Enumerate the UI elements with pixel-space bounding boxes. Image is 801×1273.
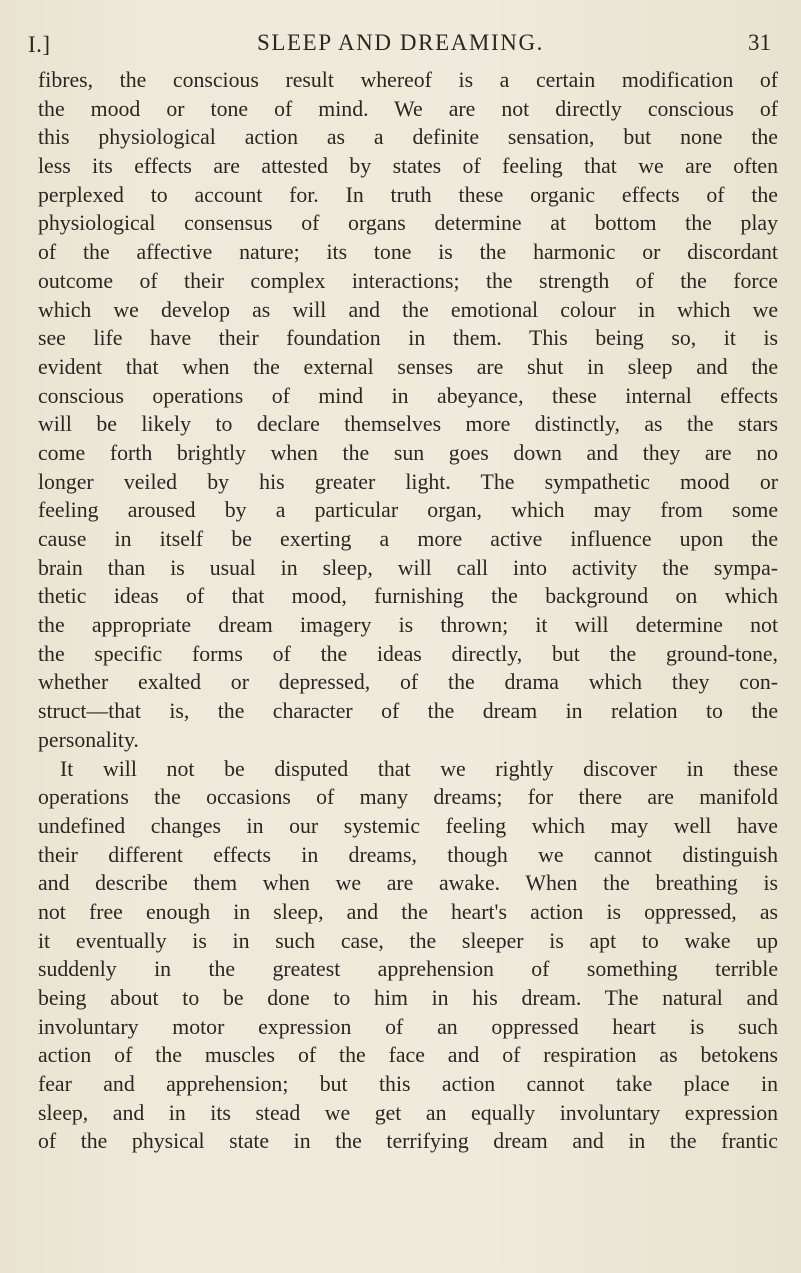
text-line: suddenly in the greatest apprehension of something terrible bbox=[38, 957, 778, 982]
text-line: longer veiled by his greater light. The sympathetic mood or bbox=[38, 469, 778, 494]
text-line: the appropriate dream imagery is thrown; it will determine not bbox=[38, 613, 778, 638]
text-line: the specific forms of the ideas directly, but the ground-tone, bbox=[38, 641, 778, 666]
text-line: being about to be done to him in his dream. The natural and bbox=[38, 986, 778, 1010]
text-line: fibres, the conscious result whereof is a certain modification of bbox=[38, 68, 778, 92]
text-line: struct—that is, the character of the dream in relation to the bbox=[38, 699, 778, 724]
text-line: sleep, and in its stead we get an equally involuntary expression bbox=[38, 1100, 778, 1125]
text-line: see life have their foundation in them. This being so, it is bbox=[38, 326, 778, 351]
text-line: which we develop as will and the emotional colour in which we bbox=[38, 297, 778, 322]
text-line: evident that when the external senses are shut in sleep and the bbox=[38, 354, 778, 379]
text-line: operations the occasions of many dreams; for there are manifold bbox=[38, 785, 778, 810]
text-line: of the physical state in the terrifying dream and in the frantic bbox=[38, 1129, 778, 1154]
text-line: their different effects in dreams, though we cannot distinguish bbox=[38, 842, 778, 867]
text-line: involuntary motor expression of an oppressed heart is such bbox=[38, 1014, 778, 1039]
text-line: action of the muscles of the face and of respiration as betokens bbox=[38, 1043, 778, 1068]
chapter-number: I.] bbox=[28, 32, 51, 57]
text-line: the mood or tone of mind. We are not directly conscious of bbox=[38, 96, 778, 121]
body-text bbox=[38, 66, 778, 1156]
running-head bbox=[0, 24, 801, 62]
text-line: thetic ideas of that mood, furnishing the background on which bbox=[38, 584, 778, 609]
text-line: it eventually is in such case, the sleeper is apt to wake up bbox=[38, 928, 778, 953]
text-line: this physiological action as a definite sensation, but none the bbox=[38, 125, 778, 150]
text-line: brain than is usual in sleep, will call into activity the sympa- bbox=[38, 555, 778, 580]
text-line: come forth brightly when the sun goes down and they are no bbox=[38, 440, 778, 465]
running-title: SLEEP AND DREAMING. bbox=[256, 30, 545, 55]
text-line: will be likely to declare themselves more distinctly, as the stars bbox=[38, 412, 778, 437]
text-line: physiological consensus of organs determine at bottom the play bbox=[38, 211, 778, 236]
paragraph-start-line: It will not be disputed that we rightly discover in these bbox=[60, 756, 778, 781]
text-line: whether exalted or depressed, of the drama which they con- bbox=[38, 670, 778, 695]
text-line: perplexed to account for. In truth these organic effects of the bbox=[38, 182, 778, 207]
page-number: 31 bbox=[748, 30, 771, 55]
paragraph-end-line: personality. bbox=[38, 727, 139, 752]
text-line: less its effects are attested by states of feeling that we are often bbox=[38, 154, 778, 179]
text-line: and describe them when we are awake. When the breathing is bbox=[38, 871, 778, 896]
text-line: fear and apprehension; but this action cannot take place in bbox=[38, 1072, 778, 1097]
text-line: outcome of their complex interactions; the strength of the force bbox=[38, 268, 778, 293]
text-line: cause in itself be exerting a more active influence upon the bbox=[38, 527, 778, 551]
text-line: conscious operations of mind in abeyance, these internal effects bbox=[38, 383, 778, 408]
text-line: undefined changes in our systemic feeling which may well have bbox=[38, 813, 778, 838]
text-line: of the affective nature; its tone is the harmonic or discordant bbox=[38, 240, 778, 265]
text-line: feeling aroused by a particular organ, which may from some bbox=[38, 498, 778, 523]
text-line: not free enough in sleep, and the heart's action is oppressed, as bbox=[38, 899, 778, 924]
